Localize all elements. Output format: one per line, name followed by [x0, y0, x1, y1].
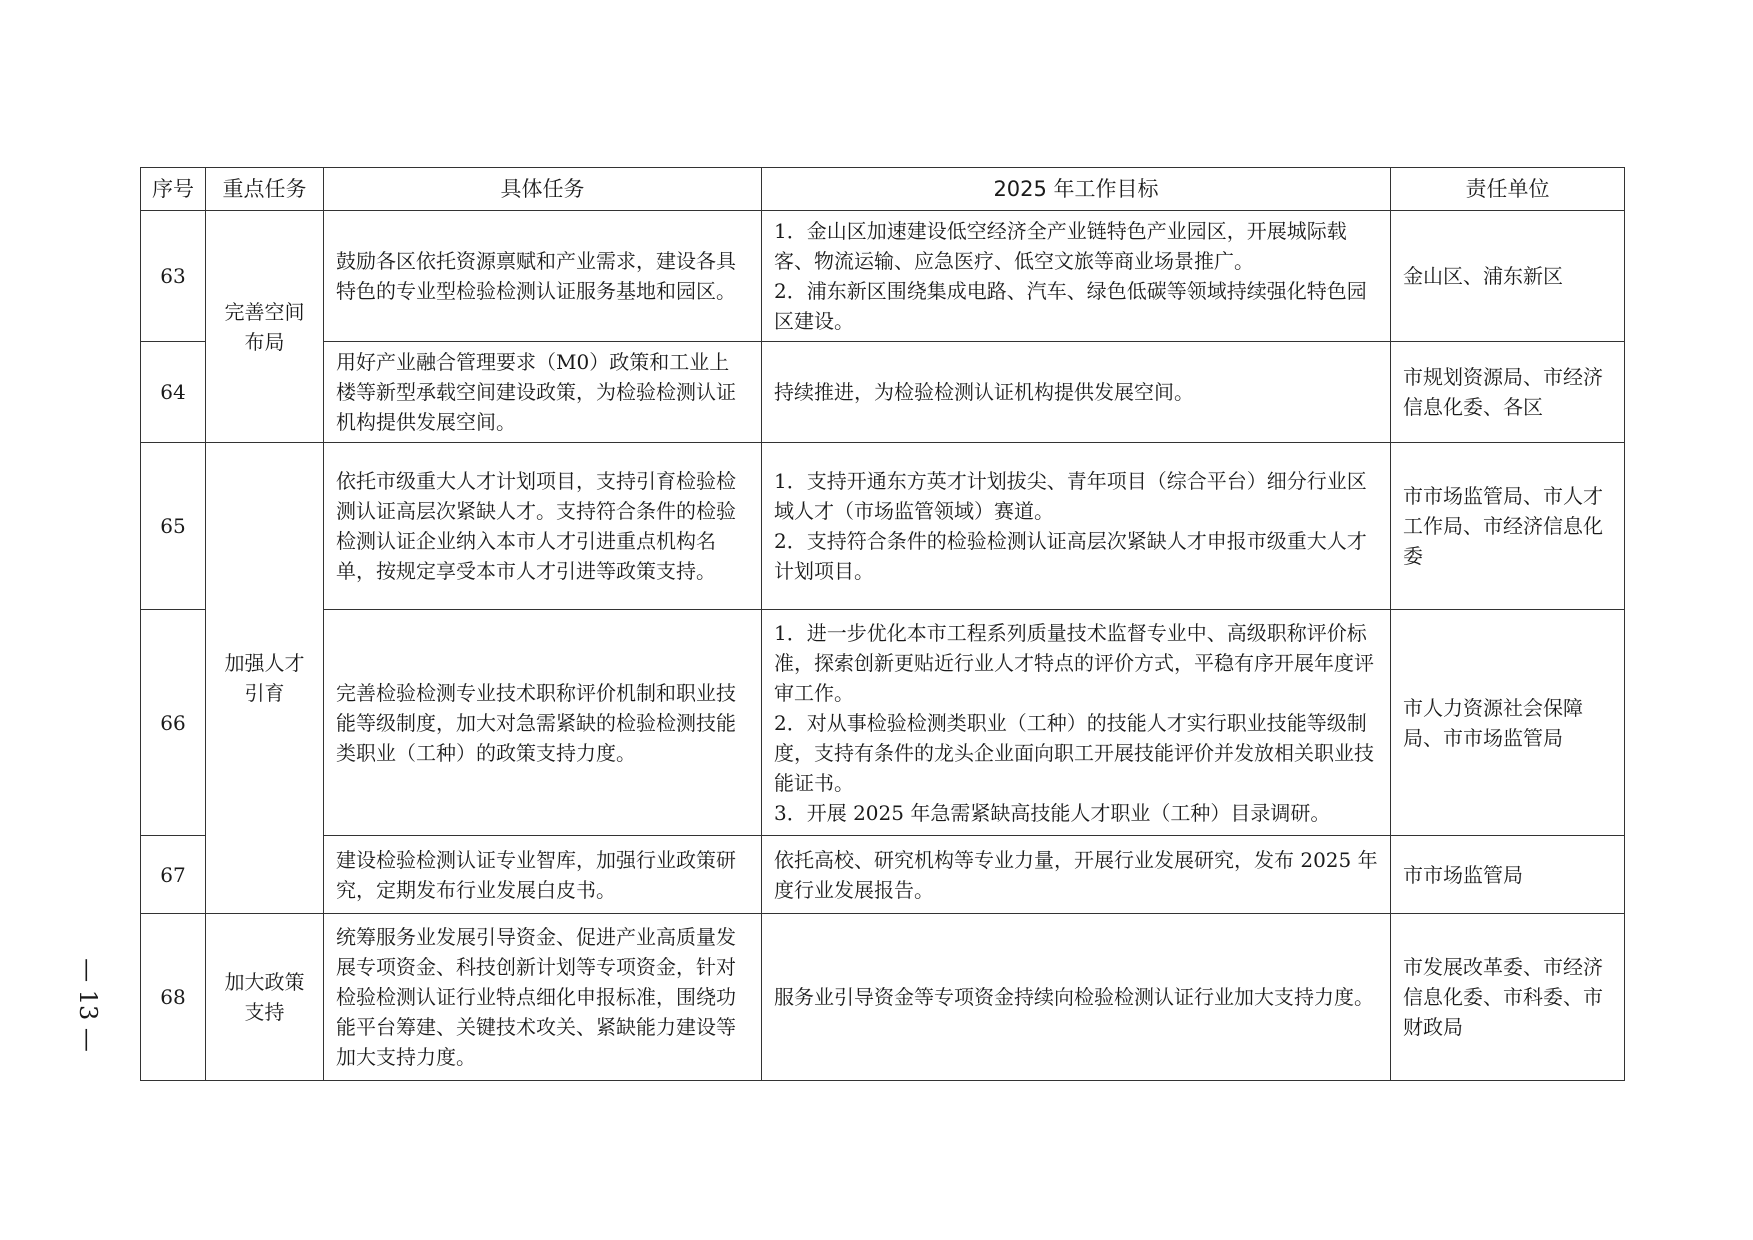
detail-cell: 完善检验检测专业技术职称评价机制和职业技能等级制度，加大对急需紧缺的检验检测技能类职业（工种）的政策支持力度。 [324, 610, 762, 836]
unit-cell: 市发展改革委、市经济信息化委、市科委、市财政局 [1391, 914, 1625, 1081]
table-row [141, 443, 1625, 610]
detail-cell: 统筹服务业发展引导资金、促进产业高质量发展专项资金、科技创新计划等专项资金，针对检验检测认证行业特点细化申报标准，围绕功能平台筹建、关键技术攻关、紧缺能力建设等加大支持力度。 [324, 914, 762, 1081]
goal-item: 3．开展 2025 年急需紧缺高技能人才职业（工种）目录调研。 [774, 800, 1331, 825]
goal-item: 持续推进，为检验检测认证机构提供发展空间。 [774, 380, 1194, 404]
header-goal: 2025 年工作目标 [762, 168, 1391, 211]
unit-cell: 金山区、浦东新区 [1391, 211, 1625, 342]
task-table-container [140, 167, 1624, 1081]
goal-item: 1．进一步优化本市工程系列质量技术监督专业中、高级职称评价标准，探索创新更贴近行业人才特点的评价方式，平稳有序开展年度评审工作。 [774, 620, 1374, 705]
goal-item: 1．金山区加速建设低空经济全产业链特色产业园区，开展城际载客、物流运输、应急医疗、低空文旅等商业场景推广。 [774, 219, 1347, 273]
unit-cell: 市市场监管局、市人才工作局、市经济信息化委 [1391, 443, 1625, 610]
row-number: 65 [141, 443, 206, 610]
detail-cell: 鼓励各区依托资源禀赋和产业需求，建设各具特色的专业型检验检测认证服务基地和园区。 [324, 211, 762, 342]
header-detail: 具体任务 [324, 168, 762, 211]
goal-cell [762, 914, 1391, 1081]
goal-item: 依托高校、研究机构等专业力量，开展行业发展研究，发布 2025 年度行业发展报告。 [774, 847, 1378, 902]
row-number: 68 [141, 914, 206, 1081]
detail-cell: 建设检验检测认证专业智库，加强行业政策研究，定期发布行业发展白皮书。 [324, 836, 762, 914]
table-row [141, 610, 1625, 836]
task-group: 加大政策支持 [206, 914, 324, 1081]
unit-cell: 市人力资源社会保障局、市市场监管局 [1391, 610, 1625, 836]
goal-item: 1．支持开通东方英才计划拔尖、青年项目（综合平台）细分行业区域人才（市场监管领域）赛道。 [774, 469, 1367, 523]
task-table [140, 167, 1625, 1081]
goal-item: 2．支持符合条件的检验检测认证高层次紧缺人才申报市级重大人才计划项目。 [774, 529, 1367, 583]
row-number: 67 [141, 836, 206, 914]
detail-cell: 依托市级重大人才计划项目，支持引育检验检测认证高层次紧缺人才。支持符合条件的检验检测认证企业纳入本市人才引进重点机构名单，按规定享受本市人才引进等政策支持。 [324, 443, 762, 610]
table-row [141, 211, 1625, 342]
header-no: 序号 [141, 168, 206, 211]
unit-cell: 市市场监管局 [1391, 836, 1625, 914]
table-header-row [141, 168, 1625, 211]
row-number: 63 [141, 211, 206, 342]
row-number: 64 [141, 342, 206, 443]
goal-cell [762, 610, 1391, 836]
goal-item: 2．对从事检验检测类职业（工种）的技能人才实行职业技能等级制度，支持有条件的龙头企业面向职工开展技能评价并发放相关职业技能证书。 [774, 710, 1374, 795]
goal-cell [762, 443, 1391, 610]
table-row [141, 914, 1625, 1081]
table-row [141, 836, 1625, 914]
detail-cell: 用好产业融合管理要求（M0）政策和工业上楼等新型承载空间建设政策，为检验检测认证机构提供发展空间。 [324, 342, 762, 443]
row-number: 66 [141, 610, 206, 836]
goal-cell [762, 836, 1391, 914]
page-number: — 13 — [74, 958, 102, 1052]
unit-cell: 市规划资源局、市经济信息化委、各区 [1391, 342, 1625, 443]
goal-item: 服务业引导资金等专项资金持续向检验检测认证行业加大支持力度。 [774, 985, 1374, 1009]
task-group: 完善空间布局 [206, 211, 324, 443]
header-task: 重点任务 [206, 168, 324, 211]
goal-cell [762, 211, 1391, 342]
goal-item: 2．浦东新区围绕集成电路、汽车、绿色低碳等领域持续强化特色园区建设。 [774, 279, 1367, 333]
header-unit: 责任单位 [1391, 168, 1625, 211]
task-group: 加强人才引育 [206, 443, 324, 914]
goal-cell [762, 342, 1391, 443]
table-row [141, 342, 1625, 443]
